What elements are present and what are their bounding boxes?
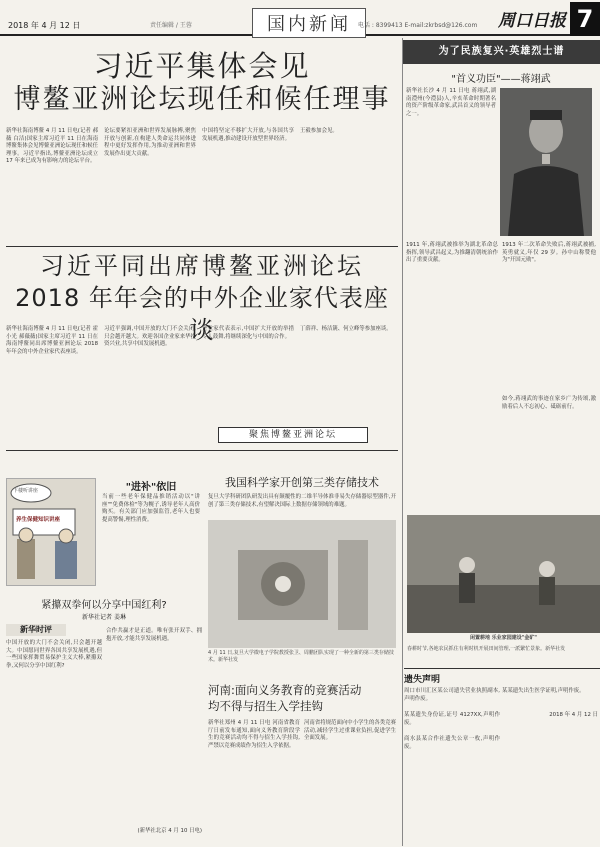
- second-col-3: 企业家代表表示,中国扩大开放的举措令人鼓舞,将继续深化与中国的合作。: [202, 326, 294, 340]
- cartoon-drawing: [7, 479, 97, 587]
- second-col-1: 新华社海南博鳌 4 月 11 日电(记者 霍小光 郝薇薇)国家主席习近平 11 日在海南博鳌同出席博鳌亚洲论坛 2018 年年会的中外企业家代表座谈。: [6, 326, 98, 355]
- column-tag: 新华时评: [6, 624, 66, 636]
- cartoon-sign-text: 养生保健知识讲座: [16, 517, 61, 523]
- lead-col-3: 中国将坚定不移扩大开放,与各国共享发展机遇,推动建设开放型世界经济。: [202, 128, 294, 142]
- lead-headline: [6, 50, 398, 126]
- divider: [6, 246, 398, 247]
- notices-title: 遗失声明: [404, 675, 441, 685]
- comment-col-1: 中国开放的大门不会关闭,只会越开越大。中国愿同世界各国共享发展机遇,但一些国家挥舞贸易保护主义大棒,紧攥双拳,又何以分享中国红利?: [6, 640, 102, 669]
- lead-col-2: 论坛要紧扣亚洲和世界发展脉搏,聚焦开放与创新,在构建人类命运共同体进程中更好发挥作用,为推动亚洲和世界发展作出更大贡献。: [104, 128, 196, 157]
- second-col-4: 丁薛祥、杨洁篪、何立峰等参加座谈。: [300, 326, 392, 332]
- comment-footer: (新华社北京 4 月 10 日电): [137, 828, 202, 834]
- farm-photo-title: 闲置耕地 乐业家园建设"金矿": [470, 635, 537, 641]
- page-number: 7: [570, 2, 600, 36]
- comment-headline: 紧攥双拳何以分享中国红利?: [41, 600, 167, 611]
- notice-item: 某某遗失身份证,证号 4127XX,声明作废。: [404, 712, 500, 726]
- second-headline-line1: 习近平同出席博鳌亚洲论坛: [40, 252, 364, 280]
- contact-info: 电话 : 8399413 E-mail:zkrbsd@126.com: [358, 22, 478, 29]
- notice-date: 2018 年 4 月 12 日: [549, 712, 598, 718]
- lead-col-1: 新华社海南博鳌 4 月 11 日电(记者 郝 薇 白洁)国家主席习近平 11 日在海南博鳌集体会见博鳌亚洲论坛现任和候任理事。习近平指出,博鳌亚洲论坛成立 17 年来已成为有影响力的论坛平台。: [6, 128, 98, 165]
- farm-scene: [407, 515, 600, 633]
- sidebar-col-4: 如今,蒋翊武的事迹在家乡广为传颂,激励着后人不忘初心、砥砺前行。: [502, 396, 596, 410]
- lab-scene: [208, 520, 396, 648]
- lead-col-4: 王毅参加会见。: [300, 128, 338, 134]
- lead-headline-line1: 习近平集体会见: [93, 49, 311, 83]
- lab-photo-caption: 4 月 11 日,复旦大学微电子学院教授张卫、周鹏团队实现了一种全新的第三类存储技术。新华社发: [208, 650, 394, 663]
- sidebar-col-2: 1911 年,蒋翊武被推举为湖北革命总指挥,领导武昌起义,为推翻清朝统治作出了重要贡献。: [406, 242, 498, 264]
- second-col-2: 习近平强调,中国开放的大门不会关闭,只会越开越大。欢迎各国企业家来华投资兴业,共享中国发展机遇。: [104, 326, 196, 348]
- comment-byline: 新华社记者 姜琳: [82, 614, 126, 621]
- portrait-figure: [500, 88, 592, 236]
- editor-credit: 责任编辑 / 王蓉: [150, 22, 192, 29]
- divider: [6, 450, 398, 451]
- notice-item: 商水县某合作社遗失公章一枚,声明作废。: [404, 736, 500, 750]
- divider: [404, 668, 600, 669]
- newspaper-logo: 周口日报: [498, 11, 566, 31]
- column-rule: [402, 38, 403, 846]
- notice-item: 某某遗失出生医学证明,声明作废。: [502, 688, 585, 694]
- lab-photo: [208, 520, 396, 648]
- edu-col-2: 河南省将规范面向中小学生的各类竞赛活动,减轻学生过重课业负担,促进学生全面发展。: [304, 720, 396, 742]
- farm-photo-caption: 春耕时节,各地农民抓住有利时机开展田间管理,一派繁忙景象。新华社发: [407, 646, 566, 652]
- notice-item: 周口市川汇区某公司遗失营业执照副本,声明作废。: [404, 688, 500, 702]
- edu-col-1: 新华社郑州 4 月 11 日电 河南省教育厅日前发布通知,面向义务教育阶段学生的竞赛活动均不得与招生入学挂钩,严禁以竞赛成绩作为招生入学依据。: [208, 720, 300, 749]
- cartoon-illustration: [6, 478, 96, 586]
- second-headline-line2: 2018 年年会的中外企业家代表座谈: [15, 284, 389, 344]
- portrait-photo: [500, 88, 592, 236]
- tech-body: 复旦大学科研团队研发出具有颠覆性的二维半导体准非易失存储器原型器件,开创了第三类存储技术,有望解决国际上数据存储领域的难题。: [208, 494, 396, 508]
- promo-title: "进补"依旧: [125, 482, 177, 493]
- tech-headline: 我国科学家开创第三类存储技术: [225, 476, 379, 489]
- series-banner: 为了民族复兴·英雄烈士谱: [403, 40, 600, 64]
- farm-photo: [407, 515, 600, 633]
- edu-headline: [208, 682, 396, 716]
- cartoon-bubble-text: 下楼听讲座: [13, 488, 39, 494]
- lead-headline-line2: 博鳌亚洲论坛现任和候任理事: [13, 84, 391, 115]
- issue-date: 2018 年 4 月 12 日: [8, 21, 81, 30]
- edu-headline-line2: 均不得与招生入学挂钩: [208, 699, 323, 713]
- promo-body: 当前一些老年保健品推销活动以"讲座""免费体检"等为幌子,诱导老年人高价购买。有关部门应加强监管,老年人也要提高警惕,理性消费。: [102, 494, 200, 523]
- topic-badge: 聚焦博鳌亚洲论坛: [218, 427, 368, 443]
- section-title: 国内新闻: [252, 8, 366, 38]
- comment-col-2: 合作共赢才是正道。唯有张开双手、拥抱开放,才能共享发展机遇。: [106, 628, 202, 642]
- edu-headline-line1: 河南:面向义务教育的竞赛活动: [208, 683, 362, 697]
- sidebar-headline: "首义功臣"——蒋翊武: [451, 74, 551, 85]
- sidebar-col-1: 新华社长沙 4 月 11 日电 蒋翊武,湖南澧州(今澧县)人,辛亥革命时期著名的资产阶级革命家,武昌首义的领导者之一。: [406, 88, 496, 117]
- sidebar-col-3: 1913 年二次革命失败后,蒋翊武被捕,英勇就义,年仅 29 岁。孙中山称赞他为"开国元勋"。: [502, 242, 596, 264]
